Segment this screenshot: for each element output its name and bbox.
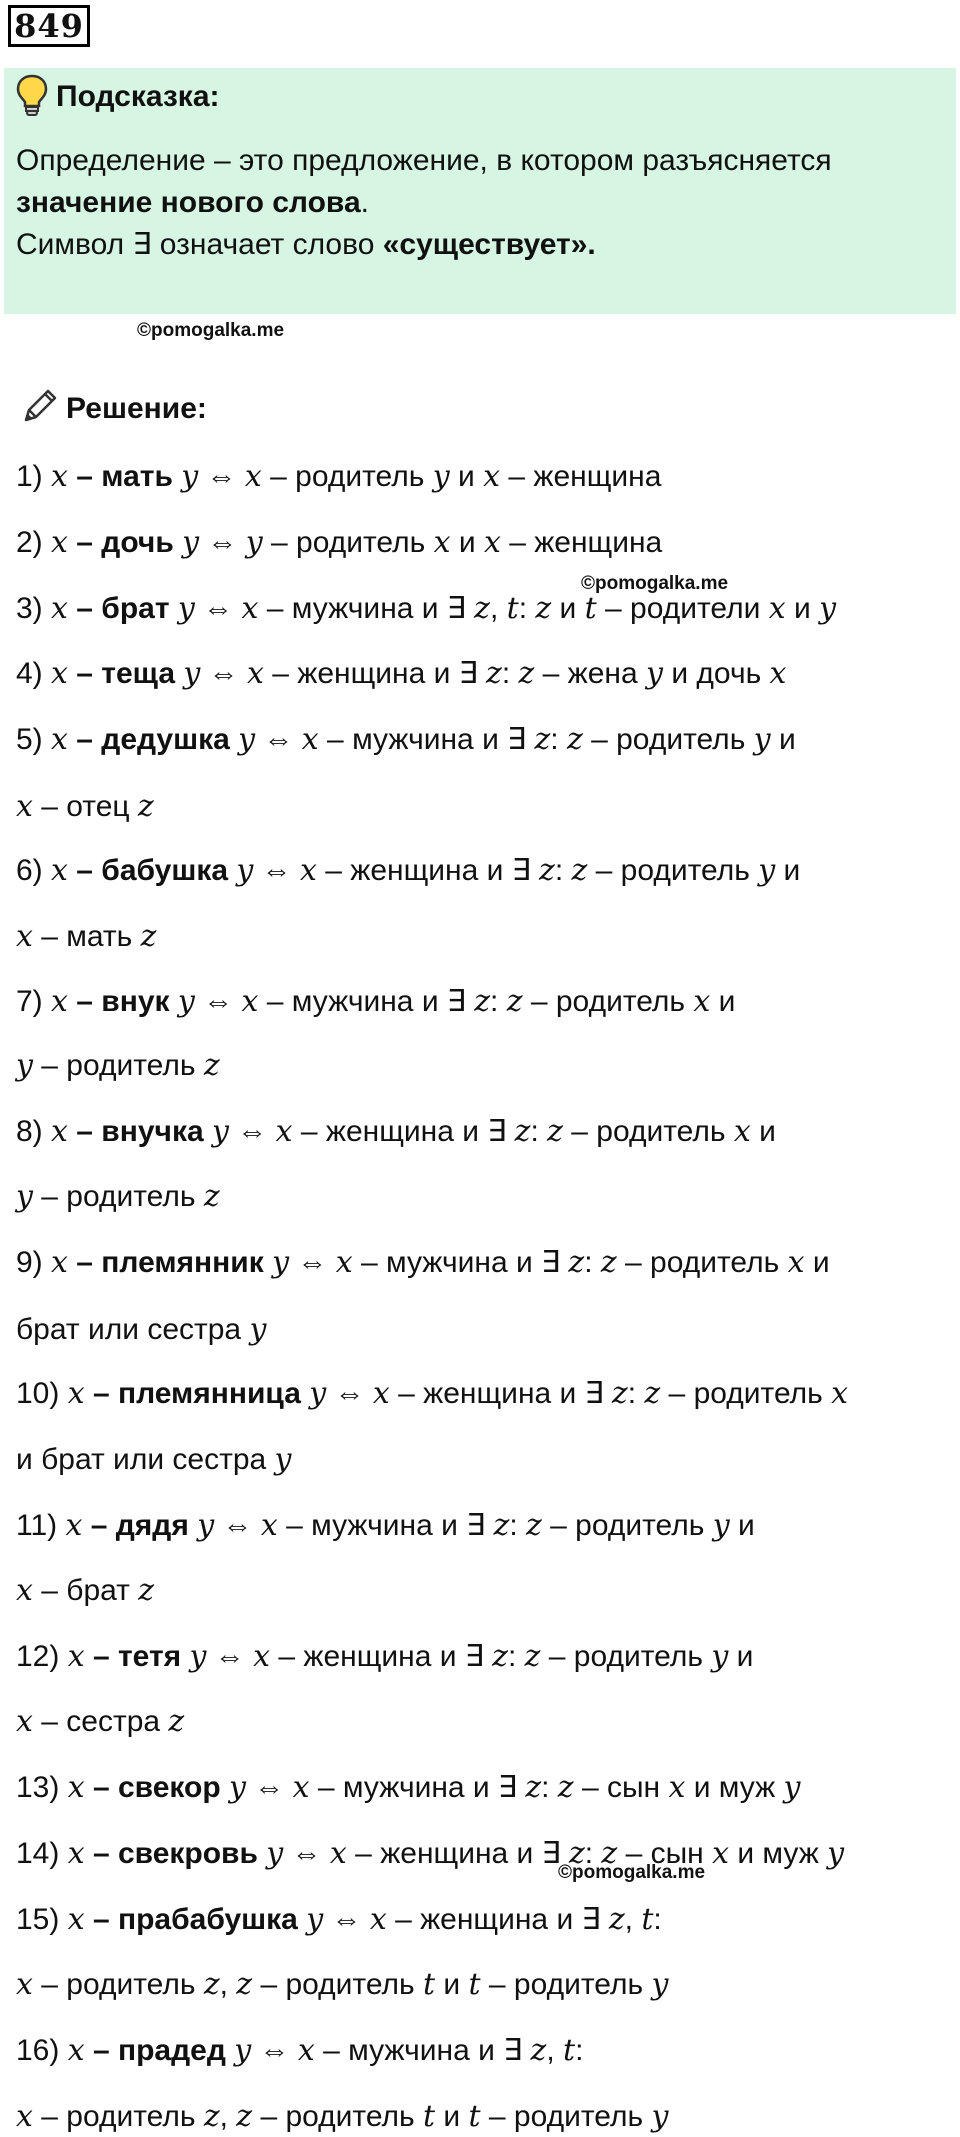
relation-term: – свекор bbox=[84, 1771, 229, 1804]
math-variable: x bbox=[668, 1770, 686, 1805]
math-variable: t bbox=[641, 1902, 654, 1937]
math-variable: y bbox=[177, 984, 195, 1019]
relation-term: – дочь bbox=[67, 526, 183, 559]
math-variable: y bbox=[306, 1902, 324, 1937]
hint-title: Подсказка: bbox=[56, 80, 220, 113]
task-number: 849 bbox=[8, 5, 90, 47]
solution-item-13: 13) x – свекор y ⇔ x – мужчина и ∃ z: z – сын x и муж y bbox=[16, 1770, 801, 1805]
watermark: ©pomogalka.me bbox=[581, 573, 729, 594]
relation-term: – племянник bbox=[67, 1246, 273, 1279]
math-variable: z bbox=[530, 2033, 547, 2068]
math-variable: t bbox=[584, 591, 597, 626]
math-variable: z bbox=[547, 1114, 563, 1149]
math-variable: x bbox=[733, 1114, 751, 1149]
solution-item-1: 1) x – мать y ⇔ x – родитель y и x – женщина bbox=[16, 459, 662, 494]
hint-symbol-text: Символ ∃ означает слово bbox=[16, 228, 383, 261]
math-variable: z bbox=[506, 984, 523, 1019]
math-variable: z bbox=[601, 1836, 618, 1871]
solution-item-9-continuation: брат или сестра y bbox=[16, 1312, 267, 1347]
math-variable: z bbox=[493, 1508, 510, 1543]
math-variable: z bbox=[140, 919, 157, 954]
hint-line-3 bbox=[16, 225, 596, 265]
math-variable: x bbox=[297, 2033, 315, 2068]
math-variable: z bbox=[137, 789, 154, 824]
solution-title: Решение: bbox=[66, 392, 207, 425]
solution-item-15: 15) x – прабабушка y ⇔ x – женщина и ∃ z, t: bbox=[16, 1902, 662, 1937]
math-variable: x bbox=[51, 525, 68, 560]
item-number: 1) bbox=[16, 460, 52, 493]
math-variable: z bbox=[474, 591, 490, 626]
math-variable: x bbox=[769, 656, 787, 691]
math-variable: z bbox=[644, 1376, 661, 1411]
solution-item-16: 16) x – прадед y ⇔ x – мужчина и ∃ z, t: bbox=[16, 2033, 584, 2068]
solution-item-7-continuation: y – родитель z bbox=[16, 1048, 220, 1083]
math-variable: x bbox=[433, 525, 451, 560]
math-variable: y bbox=[182, 525, 200, 560]
math-variable: x bbox=[67, 1836, 85, 1871]
math-variable: z bbox=[524, 1639, 541, 1674]
math-variable: y bbox=[651, 1967, 669, 2002]
math-variable: z bbox=[203, 1179, 220, 1214]
item-number: 14) bbox=[16, 1837, 68, 1870]
math-variable: x bbox=[16, 1704, 33, 1739]
math-variable: z bbox=[138, 1573, 155, 1608]
math-variable: y bbox=[266, 1836, 284, 1871]
math-variable: t bbox=[423, 2099, 436, 2134]
solution-item-3: 3) x – брат y ⇔ x – мужчина и ∃ z, t: z и t – родители x и y bbox=[16, 591, 837, 626]
math-variable: t bbox=[423, 1967, 436, 2002]
relation-term: – мать bbox=[67, 460, 182, 493]
math-variable: z bbox=[571, 853, 588, 888]
hint-line-2 bbox=[16, 183, 369, 223]
solution-item-10: 10) x – племянница y ⇔ x – женщина и ∃ z: z – родитель x bbox=[16, 1376, 849, 1411]
math-variable: x bbox=[260, 1508, 278, 1543]
math-variable: x bbox=[67, 1639, 85, 1674]
relation-term: – свекровь bbox=[84, 1837, 267, 1870]
math-variable: y bbox=[245, 525, 263, 560]
math-variable: z bbox=[566, 722, 583, 757]
math-variable: x bbox=[693, 984, 711, 1019]
pencil-icon bbox=[20, 386, 60, 426]
item-number: 13) bbox=[16, 1771, 68, 1804]
solution-item-6-continuation: x – мать z bbox=[16, 919, 157, 954]
solution-item-11-continuation: x – брат z bbox=[16, 1573, 155, 1608]
math-variable: y bbox=[183, 656, 201, 691]
relation-term: – брат bbox=[67, 592, 178, 625]
math-variable: z bbox=[534, 722, 551, 757]
math-variable: x bbox=[51, 984, 68, 1019]
solution-item-4: 4) x – теща y ⇔ x – женщина и ∃ z: z – жена y и дочь x bbox=[16, 656, 787, 691]
math-variable: z bbox=[203, 1048, 220, 1083]
math-variable: z bbox=[203, 2099, 220, 2134]
item-number: 7) bbox=[16, 985, 52, 1018]
watermark: ©pomogalka.me bbox=[137, 320, 285, 341]
math-variable: z bbox=[568, 1245, 585, 1280]
math-variable: y bbox=[711, 1639, 729, 1674]
math-variable: x bbox=[51, 459, 68, 494]
math-variable: x bbox=[831, 1376, 849, 1411]
math-variable: x bbox=[241, 984, 259, 1019]
math-variable: t bbox=[563, 2033, 576, 2068]
math-variable: y bbox=[753, 722, 771, 757]
math-variable: y bbox=[181, 459, 199, 494]
math-variable: t bbox=[468, 1967, 481, 2002]
math-variable: x bbox=[483, 459, 501, 494]
relation-term: – внук bbox=[67, 985, 178, 1018]
solution-item-14: 14) x – свекровь y ⇔ x – женщина и ∃ z: z – сын x и муж y bbox=[16, 1836, 845, 1871]
solution-item-12: 12) x – тетя y ⇔ x – женщина и ∃ z: z – родитель y и bbox=[16, 1639, 754, 1674]
math-variable: x bbox=[253, 1639, 271, 1674]
math-variable: x bbox=[329, 1836, 347, 1871]
item-number: 4) bbox=[16, 657, 52, 690]
item-number: 12) bbox=[16, 1640, 68, 1673]
solution-item-2: 2) x – дочь y ⇔ y – родитель x и x – женщина bbox=[16, 525, 663, 560]
math-variable: x bbox=[67, 1770, 85, 1805]
math-variable: x bbox=[275, 1114, 293, 1149]
item-number: 3) bbox=[16, 592, 52, 625]
relation-term: – внучка bbox=[67, 1115, 212, 1148]
math-variable: t bbox=[506, 591, 519, 626]
math-variable: x bbox=[372, 1376, 390, 1411]
item-number: 15) bbox=[16, 1903, 68, 1936]
math-variable: x bbox=[244, 459, 262, 494]
solution-item-12-continuation: x – сестра z bbox=[16, 1704, 185, 1739]
solution-item-5-continuation: x – отец z bbox=[16, 789, 154, 824]
math-variable: y bbox=[309, 1376, 327, 1411]
math-variable: z bbox=[474, 984, 491, 1019]
math-variable: y bbox=[432, 459, 450, 494]
math-variable: z bbox=[608, 1902, 625, 1937]
item-number: 10) bbox=[16, 1377, 68, 1410]
relation-term: – дядя bbox=[82, 1509, 198, 1542]
relation-term: – бабушка bbox=[67, 854, 237, 887]
math-variable: z bbox=[236, 2099, 253, 2134]
solution-item-8: 8) x – внучка y ⇔ x – женщина и ∃ z: z – родитель x и bbox=[16, 1114, 776, 1149]
solution-item-11: 11) x – дядя y ⇔ x – мужчина и ∃ z: z – родитель y и bbox=[16, 1508, 755, 1543]
solution-item-7: 7) x – внук y ⇔ x – мужчина и ∃ z: z – родитель x и bbox=[16, 984, 736, 1019]
relation-term: – теща bbox=[67, 657, 184, 690]
watermark: ©pomogalka.me bbox=[558, 1862, 706, 1883]
math-variable: z bbox=[486, 656, 502, 691]
math-variable: y bbox=[177, 591, 195, 626]
math-variable: x bbox=[787, 1245, 805, 1280]
math-variable: y bbox=[229, 1770, 246, 1805]
solution-item-8-continuation: y – родитель z bbox=[16, 1179, 220, 1214]
math-variable: x bbox=[16, 1967, 33, 2002]
math-variable: y bbox=[819, 591, 837, 626]
math-variable: y bbox=[827, 1836, 845, 1871]
math-variable: y bbox=[274, 1442, 292, 1477]
math-variable: x bbox=[67, 2033, 85, 2068]
hint-line-1: Определение – это предложение, в котором разъясняется bbox=[16, 144, 832, 177]
hint-bold-word: «существует». bbox=[382, 228, 596, 261]
math-variable: x bbox=[301, 722, 319, 757]
lightbulb-icon bbox=[16, 74, 48, 118]
math-variable: y bbox=[16, 1179, 33, 1214]
math-variable: y bbox=[651, 2099, 669, 2134]
math-variable: y bbox=[783, 1770, 801, 1805]
item-number: 11) bbox=[16, 1509, 66, 1542]
math-variable: y bbox=[16, 1048, 33, 1083]
math-variable: x bbox=[51, 656, 68, 691]
math-variable: y bbox=[272, 1245, 290, 1280]
math-variable: z bbox=[203, 1967, 220, 2002]
math-variable: x bbox=[51, 722, 68, 757]
math-variable: x bbox=[292, 1770, 310, 1805]
item-number: 16) bbox=[16, 2034, 68, 2067]
math-variable: y bbox=[238, 722, 256, 757]
math-variable: x bbox=[300, 853, 317, 888]
math-variable: t bbox=[468, 2099, 481, 2134]
math-variable: x bbox=[483, 525, 501, 560]
math-variable: y bbox=[646, 656, 663, 691]
item-number: 2) bbox=[16, 526, 52, 559]
math-variable: z bbox=[518, 656, 535, 691]
math-variable: x bbox=[16, 2099, 33, 2134]
math-variable: x bbox=[51, 853, 68, 888]
math-variable: y bbox=[189, 1639, 207, 1674]
relation-term: – тетя bbox=[84, 1640, 190, 1673]
math-variable: z bbox=[611, 1376, 628, 1411]
math-variable: x bbox=[768, 591, 786, 626]
math-variable: z bbox=[514, 1114, 531, 1149]
math-variable: y bbox=[236, 853, 254, 888]
relation-term: – прадед bbox=[84, 2034, 235, 2067]
math-variable: x bbox=[16, 919, 33, 954]
item-number: 6) bbox=[16, 854, 52, 887]
solution-item-6: 6) x – бабушка y ⇔ x – женщина и ∃ z: z – родитель y и bbox=[16, 853, 801, 888]
math-variable: z bbox=[535, 591, 552, 626]
math-variable: z bbox=[539, 853, 555, 888]
hint-period: . bbox=[360, 186, 369, 219]
relation-term: – дедушка bbox=[67, 723, 239, 756]
math-variable: y bbox=[234, 2033, 252, 2068]
hint-bold-text: значение нового слова bbox=[16, 186, 361, 219]
math-variable: x bbox=[712, 1836, 729, 1871]
math-variable: x bbox=[67, 1376, 85, 1411]
relation-term: – прабабушка bbox=[84, 1903, 307, 1936]
solution-item-15-continuation: x – родитель z, z – родитель t и t – родитель y bbox=[16, 1967, 669, 2002]
math-variable: z bbox=[168, 1704, 185, 1739]
math-variable: z bbox=[492, 1639, 508, 1674]
math-variable: z bbox=[236, 1967, 253, 2002]
math-variable: y bbox=[712, 1508, 730, 1543]
math-variable: x bbox=[247, 656, 264, 691]
math-variable: z bbox=[525, 1770, 542, 1805]
math-variable: x bbox=[51, 1245, 68, 1280]
item-number: 9) bbox=[16, 1246, 52, 1279]
solution-item-9: 9) x – племянник y ⇔ x – мужчина и ∃ z: z – родитель x и bbox=[16, 1245, 830, 1280]
math-variable: x bbox=[16, 1573, 33, 1608]
math-variable: x bbox=[369, 1902, 387, 1937]
math-variable: x bbox=[67, 1902, 85, 1937]
math-variable: y bbox=[249, 1312, 267, 1347]
math-variable: x bbox=[65, 1508, 83, 1543]
math-variable: y bbox=[197, 1508, 215, 1543]
math-variable: x bbox=[51, 591, 68, 626]
math-variable: y bbox=[758, 853, 776, 888]
item-number: 8) bbox=[16, 1115, 52, 1148]
solution-item-5: 5) x – дедушка y ⇔ x – мужчина и ∃ z: z – родитель y и bbox=[16, 722, 796, 757]
solution-item-10-continuation: и брат или сестра y bbox=[16, 1442, 292, 1477]
math-variable: y bbox=[212, 1114, 229, 1149]
item-number: 5) bbox=[16, 723, 52, 756]
math-variable: z bbox=[525, 1508, 542, 1543]
math-variable: x bbox=[51, 1114, 68, 1149]
math-variable: x bbox=[16, 789, 33, 824]
relation-term: – племянница bbox=[84, 1377, 310, 1410]
math-variable: z bbox=[557, 1770, 574, 1805]
math-variable: z bbox=[600, 1245, 617, 1280]
math-variable: x bbox=[335, 1245, 353, 1280]
math-variable: x bbox=[241, 591, 259, 626]
math-variable: z bbox=[568, 1836, 585, 1871]
solution-item-16-continuation: x – родитель z, z – родитель t и t – родитель y bbox=[16, 2099, 669, 2134]
